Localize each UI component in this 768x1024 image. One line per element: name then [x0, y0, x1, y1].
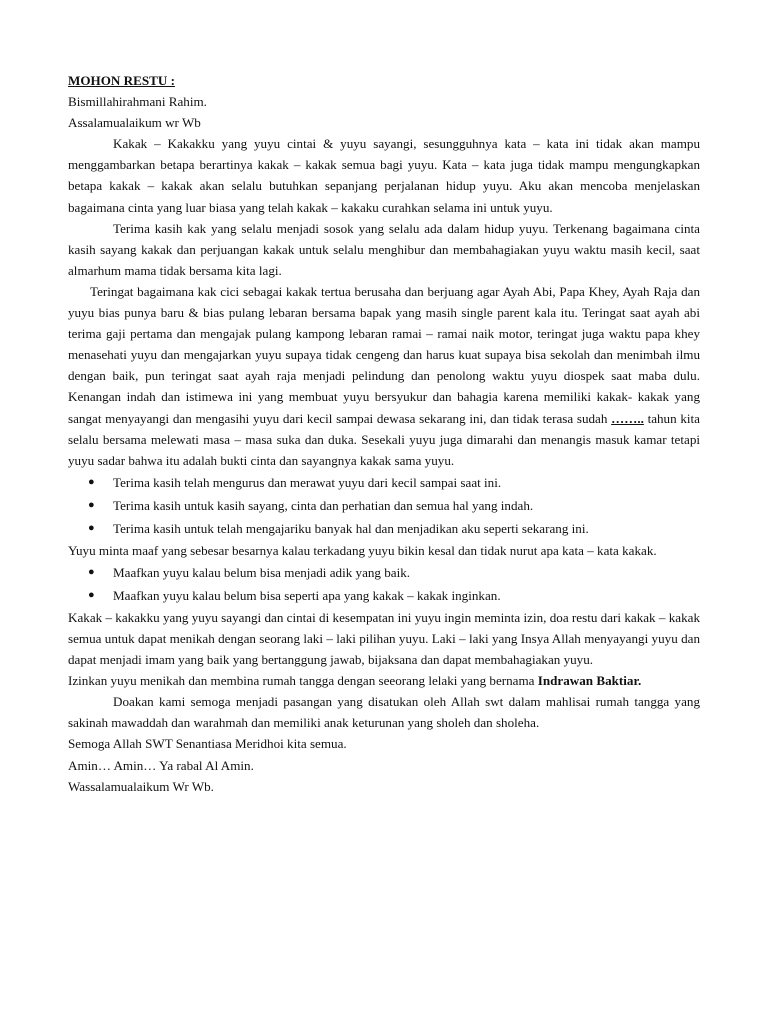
groom-name: Indrawan Baktiar.	[537, 673, 642, 689]
paragraph-memories	[68, 281, 700, 471]
list-item	[68, 584, 700, 607]
list-item-text: Terima kasih untuk kasih sayang, cinta dan perhatian dan semua hal yang indah.	[113, 497, 534, 513]
closing-line-salam: Wassalamualaikum Wr Wb.	[68, 778, 214, 794]
paragraph-apology: Yuyu minta maaf yang sebesar besarnya kalau terkadang yuyu bikin kesal dan tidak nurut apa kata – kata kakak.	[68, 542, 657, 558]
list-item	[68, 471, 700, 494]
apology-list	[68, 561, 700, 607]
bullet-icon: ●	[88, 498, 95, 511]
memories-text-end: tahun kita selalu bersama melewati masa – masa suka dan duka. Sesekali yuyu juga dimarahi dan menangis masuk kamar tetapi yuyu sadar bahwa itu adalah bukti cinta dan sayangnya kakak sama yuyu.	[68, 410, 700, 468]
list-item-text: Terima kasih untuk telah mengajariku banyak hal dan menjadikan aku seperti sekarang ini.	[113, 520, 589, 536]
bullet-icon: ●	[88, 521, 95, 534]
list-item-text: Maafkan yuyu kalau belum bisa menjadi adik yang baik.	[113, 564, 411, 580]
closing-line-blessing: Semoga Allah SWT Senantiasa Meridhoi kita semua.	[68, 736, 347, 752]
list-item	[68, 494, 700, 517]
bullet-icon: ●	[88, 565, 95, 578]
thanks-list	[68, 471, 700, 540]
paragraph-permission: Kakak – kakakku yang yuyu sayangi dan cintai di kesempatan ini yuyu ingin meminta izin, doa restu dari kakak – kakak semua untuk dapat menikah dengan seorang laki – laki pilihan yuyu. Laki – laki yang Insya Allah menyayangi yuyu dan dapat menjadi imam yang baik yang bertanggung jawab, bijaksana dan dapat membahagiakan yuyu.	[68, 609, 700, 668]
closing-line-amin: Amin… Amin… Ya rabal Al Amin.	[68, 757, 254, 773]
bullet-icon: ●	[88, 588, 95, 601]
list-item-text: Terima kasih telah mengurus dan merawat yuyu dari kecil sampai saat ini.	[113, 474, 502, 490]
bullet-icon: ●	[88, 475, 95, 488]
list-item-text: Maafkan yuyu kalau belum bisa seperti apa yang kakak – kakak inginkan.	[113, 587, 501, 603]
blank-years-dots: ……..	[611, 410, 644, 426]
paragraph-prayer: Doakan kami semoga menjadi pasangan yang disatukan oleh Allah swt dalam mahlisai rumah tangga yang sakinah mawaddah dan warahmah dan memiliki anak keturunan yang sholeh dan sholeha.	[68, 694, 700, 731]
paragraph-thanks: Terima kasih kak yang selalu menjadi sosok yang selalu ada dalam hidup yuyu. Terkenang bagaimana cinta kasih sayang kakak dan perjuangan kakak untuk selalu menghibur dan membahagiakan yuyu waktu masih kecil, saat almarhum mama tidak bersama kita lagi.	[68, 220, 700, 278]
opening-line-salam: Assalamualaikum wr Wb	[68, 115, 201, 131]
list-item	[68, 517, 700, 540]
list-item	[68, 561, 700, 584]
letter-body	[68, 70, 700, 797]
letter-title: MOHON RESTU :	[68, 73, 175, 88]
marriage-text: Izinkan yuyu menikah dan membina rumah tangga dengan seeorang lelaki yang bernama	[68, 673, 538, 689]
memories-text-start: Teringat bagaimana kak cici sebagai kakak tertua berusaha dan berjuang agar Ayah Abi, Papa Khey, Ayah Raja dan yuyu bias punya baru & bias pulang lebaran bersama bapak yang masih single parent kala itu. Teringat saat ayah abi terima gaji pertama dan mengajak pulang kampong lebaran ramai – ramai naik motor, teringat juga waktu papa khey menasehati yuyu dan mengajarkan yuyu supaya tidak cengeng dan harus kuat supaya bisa sekolah dan menimbah ilmu dengan baik, pun teringat saat ayah raja menjadi pelindung dan penolong waktu yuyu diospek saat maba dulu. Kenangan indah dan istimewa ini yang membuat yuyu bersyukur dan bahagia karena memiliki kakak- kakak yang sangat menyayangi dan mengasihi yuyu dari kecil sampai dewasa sekarang ini, dan tidak terasa sudah	[68, 283, 700, 426]
opening-line-basmalah: Bismillahirahmani Rahim.	[68, 94, 207, 110]
paragraph-marriage	[68, 670, 700, 691]
paragraph-intro: Kakak – Kakakku yang yuyu cintai & yuyu sayangi, sesungguhnya kata – kata ini tidak akan mampu menggambarkan betapa berartinya kakak – kakak semua bagi yuyu. Kata – kata juga tidak mampu mengungkapkan betapa kakak – kakak akan selalu butuhkan sepanjang perjalanan hidup yuyu. Aku akan mencoba menjelaskan bagaimana cinta yang luar biasa yang telah kakak – kakaku curahkan selama ini untuk yuyu.	[68, 136, 700, 215]
